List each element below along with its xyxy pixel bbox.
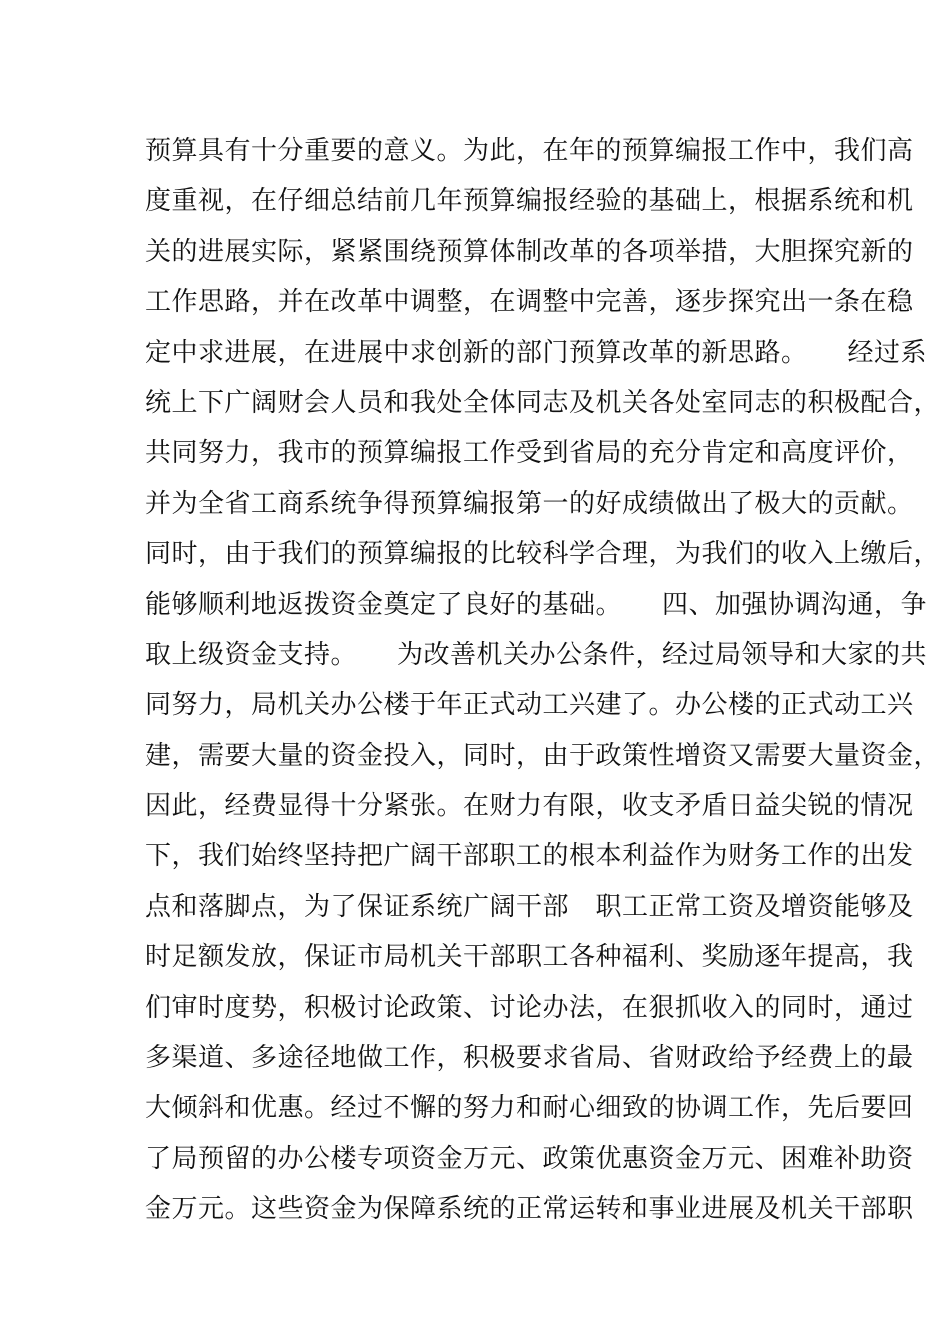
text-line: 多渠道、多途径地做工作，积极要求省局、省财政给予经费上的最 <box>145 1043 914 1074</box>
text-line: 建，需要大量的资金投入，同时，由于政策性增资又需要大量资金， <box>145 740 941 771</box>
text-line: 取上级资金支持。 为改善机关办公条件，经过局领导和大家的共 <box>145 639 928 670</box>
text-line: 关的进展实际，紧紧围绕预算体制改革的各项举措，大胆探究新的 <box>145 236 914 267</box>
text-line: 点和落脚点，为了保证系统广阔干部 职工正常工资及增资能够及 <box>145 891 914 922</box>
text-line: 了局预留的办公楼专项资金万元、政策优惠资金万元、困难补助资 <box>145 1143 914 1174</box>
text-line: 工作思路，并在改革中调整，在调整中完善，逐步探究出一条在稳 <box>145 287 914 318</box>
text-line: 共同努力，我市的预算编报工作受到省局的充分肯定和高度评价， <box>145 438 914 469</box>
text-line: 度重视，在仔细总结前几年预算编报经验的基础上，根据系统和机 <box>145 186 914 217</box>
body-text <box>145 126 941 1235</box>
text-line: 并为全省工商系统争得预算编报第一的好成绩做出了极大的贡献。 <box>145 488 914 519</box>
text-line: 因此，经费显得十分紧张。在财力有限，收支矛盾日益尖锐的情况 <box>145 791 914 822</box>
text-line: 们审时度势，积极讨论政策、讨论办法，在狠抓收入的同时，通过 <box>145 992 914 1023</box>
text-line: 金万元。这些资金为保障系统的正常运转和事业进展及机关干部职 <box>145 1194 914 1225</box>
text-line: 预算具有十分重要的意义。为此，在年的预算编报工作中，我们高 <box>145 136 914 166</box>
text-line: 大倾斜和优惠。经过不懈的努力和耐心细致的协调工作，先后要回 <box>145 1093 914 1124</box>
text-line: 同努力，局机关办公楼于年正式动工兴建了。办公楼的正式动工兴 <box>145 690 914 721</box>
text-line: 下，我们始终坚持把广阔干部职工的根本利益作为财务工作的出发 <box>145 841 914 872</box>
text-line: 时足额发放，保证市局机关干部职工各种福利、奖励逐年提高，我 <box>145 942 914 973</box>
text-line: 同时，由于我们的预算编报的比较科学合理，为我们的收入上缴后， <box>145 539 941 570</box>
text-line: 能够顺利地返拨资金奠定了良好的基础。 四、加强协调沟通，争 <box>145 589 928 620</box>
text-line: 统上下广阔财会人员和我处全体同志及机关各处室同志的积极配合， <box>145 387 941 418</box>
text-line: 定中求进展，在进展中求创新的部门预算改革的新思路。 经过系 <box>145 337 928 368</box>
